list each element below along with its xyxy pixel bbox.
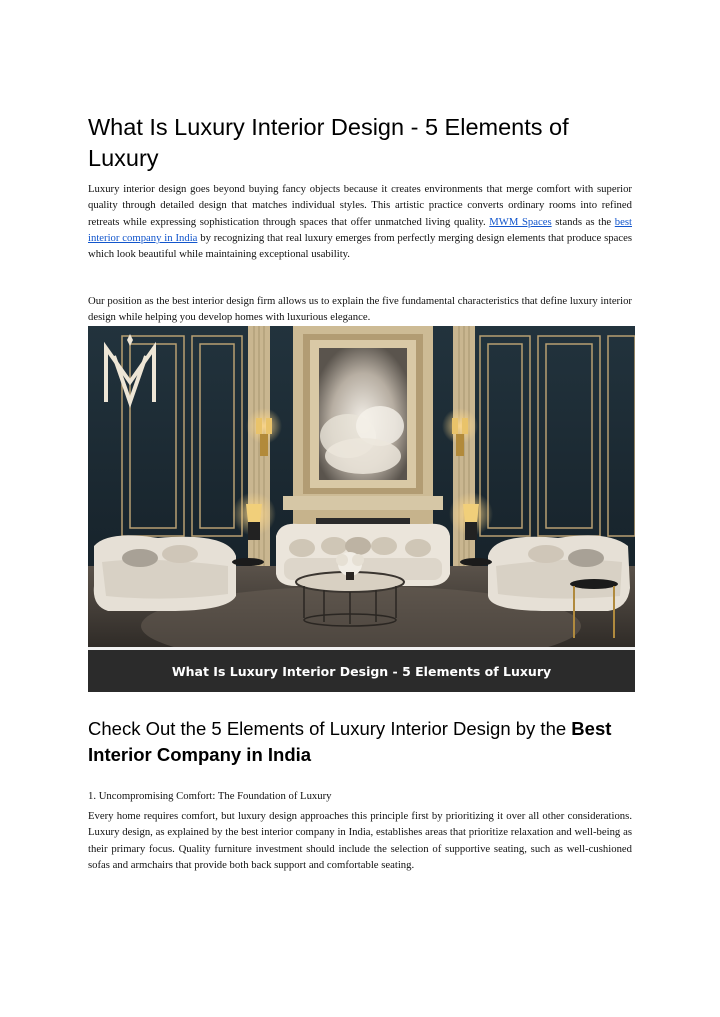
- intro-text-3: by recognizing that real luxury emerges from perfectly merging design elements that produce spaces which look beautiful while maintaining exceptional usability.: [88, 231, 633, 261]
- second-paragraph: Our position as the best interior design firm allows us to explain the five fundamental characteristics that define luxury interior design while helping you develop homes with luxurious elegance.: [88, 295, 632, 324]
- section-heading-bold: Best Interior Company in India: [88, 718, 612, 765]
- item-1-paragraph: Every home requires comfort, but luxury design approaches this principle first by prioritizing it over all other considerations. Luxury design, as explained by the best interior company in India, establishes areas that prioritize relaxation and well-being as their primary focus. Quality furniture investment should include the selection of supportive seating, such as well-cushioned sofas and armchairs that provide both back support and comfortable seating.: [88, 810, 632, 871]
- section-heading: [88, 716, 632, 768]
- luxury-living-room-illustration: [88, 326, 635, 650]
- intro-text-2: stands as the: [551, 215, 615, 228]
- hero-banner: What Is Luxury Interior Design - 5 Elements of Luxury: [88, 647, 635, 692]
- mwm-spaces-link[interactable]: MWM Spaces: [489, 215, 552, 228]
- hero-image: [88, 326, 635, 692]
- page-title: What Is Luxury Interior Design - 5 Elements of Luxury: [88, 114, 569, 171]
- section-heading-plain: Check Out the 5 Elements of Luxury Interior Design by the: [88, 718, 572, 739]
- intro-text-1: Luxury interior design goes beyond buying fancy objects because it creates environments that merge comfort with superior quality through detailed design that matches individual styles. This artistic practice converts ordinary rooms into refined retreats while expressing sophistication through spaces that offer unmatched living quality.: [88, 183, 632, 228]
- intro-paragraph: [88, 181, 632, 262]
- item-1-title: 1. Uncompromising Comfort: The Foundation of Luxury: [88, 790, 332, 802]
- best-interior-company-link[interactable]: best interior company in India: [88, 215, 632, 244]
